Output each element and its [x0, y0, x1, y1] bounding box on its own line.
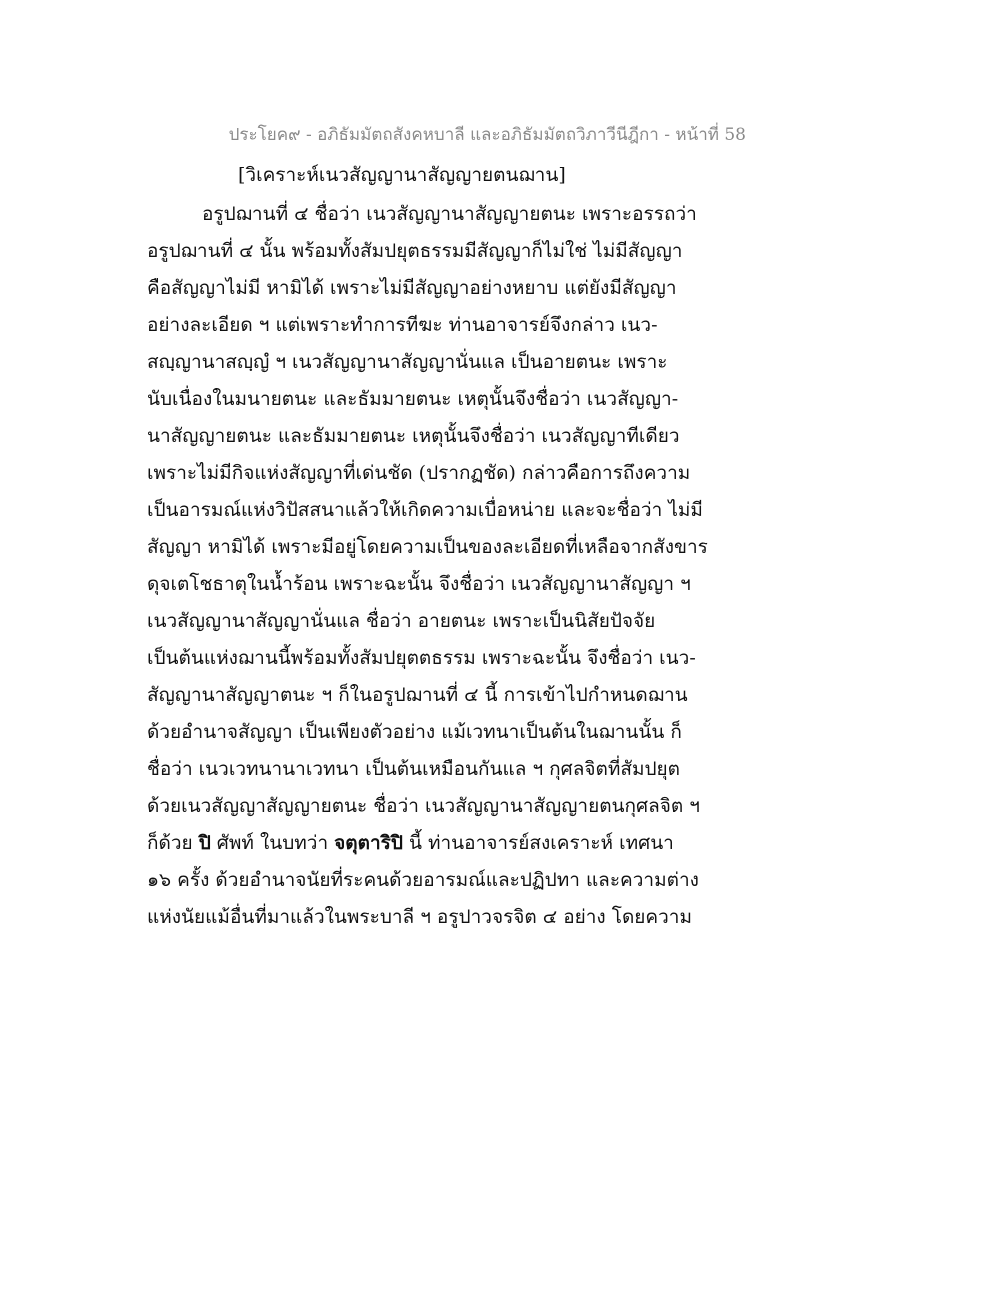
body-line: นับเนื่องในมนายตนะ และธัมมายตนะ เหตุนั้นจึงชื่อว่า เนวสัญญา-: [147, 388, 679, 410]
body-line: นาสัญญายตนะ และธัมมายตนะ เหตุนั้นจึงชื่อว่า เนวสัญญาทีเดียว: [147, 425, 680, 447]
line-text: ศัพท์ ในบทว่า: [210, 832, 335, 854]
body-line: สัญญา หามิได้ เพราะมีอยู่โดยความเป็นของละเอียดที่เหลือจากสังขาร: [147, 536, 708, 558]
body-line: อรูปฌานที่ ๔ ชื่อว่า เนวสัญญานาสัญญายตนะ เพราะอรรถว่า: [202, 203, 697, 225]
body-line: ชื่อว่า เนวเวทนานาเวทนา เป็นต้นเหมือนกันแล ฯ กุศลจิตที่สัมปยุต: [147, 758, 681, 780]
body-line: ด้วยอำนาจสัญญา เป็นเพียงตัวอย่าง แม้เวทนาเป็นต้นในฌานนั้น ก็: [147, 721, 682, 743]
body-line: ดุจเตโชธาตุในน้ำร้อน เพราะฉะนั้น จึงชื่อว่า เนวสัญญานาสัญญา ฯ: [147, 573, 691, 595]
body-line: อย่างละเอียด ฯ แต่เพราะทำการทีฆะ ท่านอาจารย์จึงกล่าว เนว-: [147, 314, 658, 336]
body-line: คือสัญญาไม่มี หามิได้ เพราะไม่มีสัญญาอย่างหยาบ แต่ยังมีสัญญา: [147, 277, 677, 299]
body-line: เพราะไม่มีกิจแห่งสัญญาที่เด่นชัด (ปรากฏชัด) กล่าวคือการถึงความ: [147, 462, 691, 484]
body-line: เนวสัญญานาสัญญานั่นแล ชื่อว่า อายตนะ เพราะเป็นนิสัยปัจจัย: [147, 610, 656, 632]
section-title: [วิเคราะห์เนวสัญญานาสัญญายตนฌาน]: [238, 164, 566, 186]
running-header: ประโยค๙ - อภิธัมมัตถสังคหบาลี และอภิธัมมัตถวิภาวีนีฎีกา - หน้าที่ 58: [228, 125, 746, 145]
body-line: สญฺญานาสญฺญํ ฯ เนวสัญญานาสัญญานั่นแล เป็นอายตนะ เพราะ: [147, 351, 668, 373]
line-text: ก็ด้วย: [147, 832, 199, 854]
body-line: ๑๖ ครั้ง ด้วยอำนาจนัยที่ระคนด้วยอารมณ์และปฏิปทา และความต่าง: [147, 869, 699, 891]
bold-term: จตุตาริปิ: [334, 832, 403, 854]
body-line: แห่งนัยแม้อื่นที่มาแล้วในพระบาลี ฯ อรูปาวจรจิต ๔ อย่าง โดยความ: [147, 906, 692, 928]
body-line: สัญญานาสัญญาตนะ ฯ ก็ในอรูปฌานที่ ๔ นี้ การเข้าไปกำหนดฌาน: [147, 684, 688, 706]
line-text: นี้ ท่านอาจารย์สงเคราะห์ เทศนา: [402, 832, 674, 854]
body-line: อรูปฌานที่ ๔ นั้น พร้อมทั้งสัมปยุตธรรมมีสัญญาก็ไม่ใช่ ไม่มีสัญญา: [147, 240, 683, 262]
body-line: เป็นอารมณ์แห่งวิปัสสนาแล้วให้เกิดความเบื่อหน่าย และจะชื่อว่า ไม่มี: [147, 499, 703, 521]
body-line: เป็นต้นแห่งฌานนี้พร้อมทั้งสัมปยุตตธรรม เพราะฉะนั้น จึงชื่อว่า เนว-: [147, 647, 696, 669]
body-line-with-bold-terms: [147, 825, 674, 861]
bold-term: ปิ: [198, 832, 211, 854]
body-line: ด้วยเนวสัญญาสัญญายตนะ ชื่อว่า เนวสัญญานาสัญญายตนกุศลจิต ฯ: [147, 795, 700, 817]
